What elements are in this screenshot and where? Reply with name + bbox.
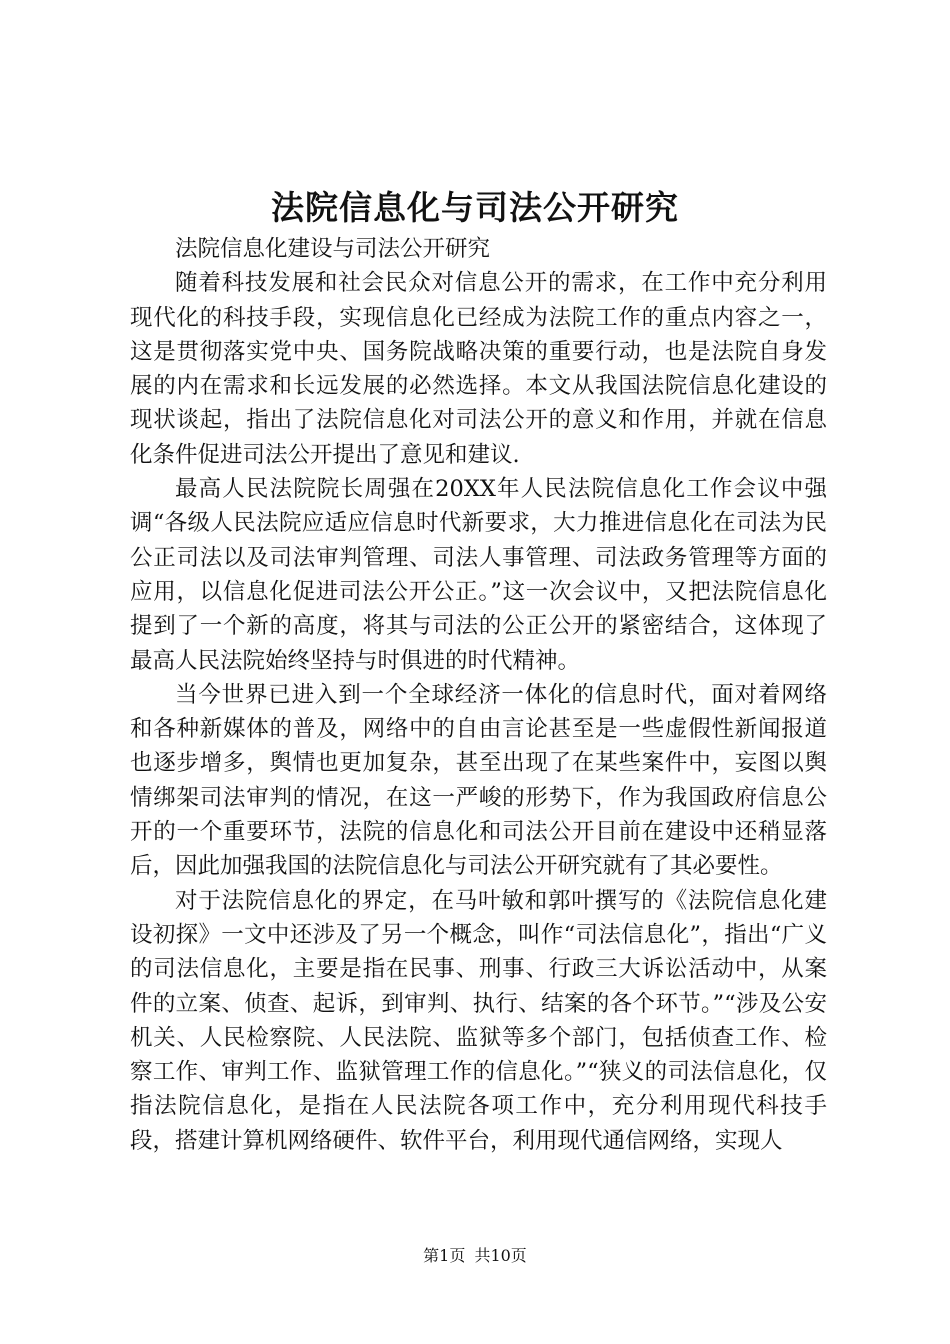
document-body <box>130 232 827 1158</box>
paragraph-abstract: 随着科技发展和社会民众对信息公开的需求，在工作中充分利用现代化的科技手段，实现信息化已经成为法院工作的重点内容之一，这是贯彻落实党中央、国务院战略决策的重要行动，也是法院自身发展的内在需求和长远发展的必然选择。本文从我国法院信息化建设的现状谈起，指出了法院信息化对司法公开的意义和作用，并就在信息化条件促进司法公开提出了意见和建议. <box>130 270 827 468</box>
paragraph-subtitle: 法院信息化建设与司法公开研究 <box>175 236 491 262</box>
paragraph-definition: 对于法院信息化的界定，在马叶敏和郭叶撰写的《法院信息化建设初探》一文中还涉及了另一个概念，叫作“司法信息化”，指出“广义的司法信息化，主要是指在民事、刑事、行政三大诉讼活动中，从案件的立案、侦查、起诉，到审判、执行、结案的各个环节。”“涉及公安机关、人民检察院、人民法院、监狱等多个部门，包括侦查工作、检察工作、审判工作、监狱管理工作的信息化。”“狭义的司法信息化，仅指法院信息化，是指在人民法院各项工作中，充分利用现代科技手段，搭建计算机网络硬件、软件平台，利用现代通信网络，实现人 <box>130 887 827 1154</box>
paragraph-background: 当今世界已进入到一个全球经济一体化的信息时代，面对着网络和各种新媒体的普及，网络中的自由言论甚至是一些虚假性新闻报道也逐步增多，舆情也更加复杂，甚至出现了在某些案件中，妄图以舆情绑架司法审判的情况，在这一严峻的形势下，作为我国政府信息公开的一个重要环节，法院的信息化和司法公开目前在建设中还稍显落后，因此加强我国的法院信息化与司法公开研究就有了其必要性。 <box>130 681 827 880</box>
paragraph-conference: 最高人民法院院长周强在20XX年人民法院信息化工作会议中强调“各级人民法院应适应信息时代新要求，大力推进信息化在司法为民公正司法以及司法审判管理、司法人事管理、司法政务管理等方面的应用，以信息化促进司法公开公正。”这一次会议中，又把法院信息化提到了一个新的高度，将其与司法的公正公开的紧密结合，这体现了最高人民法院始终坚持与时俱进的时代精神。 <box>130 476 827 674</box>
page-footer: 第1页 共10页 <box>423 1246 527 1265</box>
document-title: 法院信息化与司法公开研究 <box>271 188 679 227</box>
